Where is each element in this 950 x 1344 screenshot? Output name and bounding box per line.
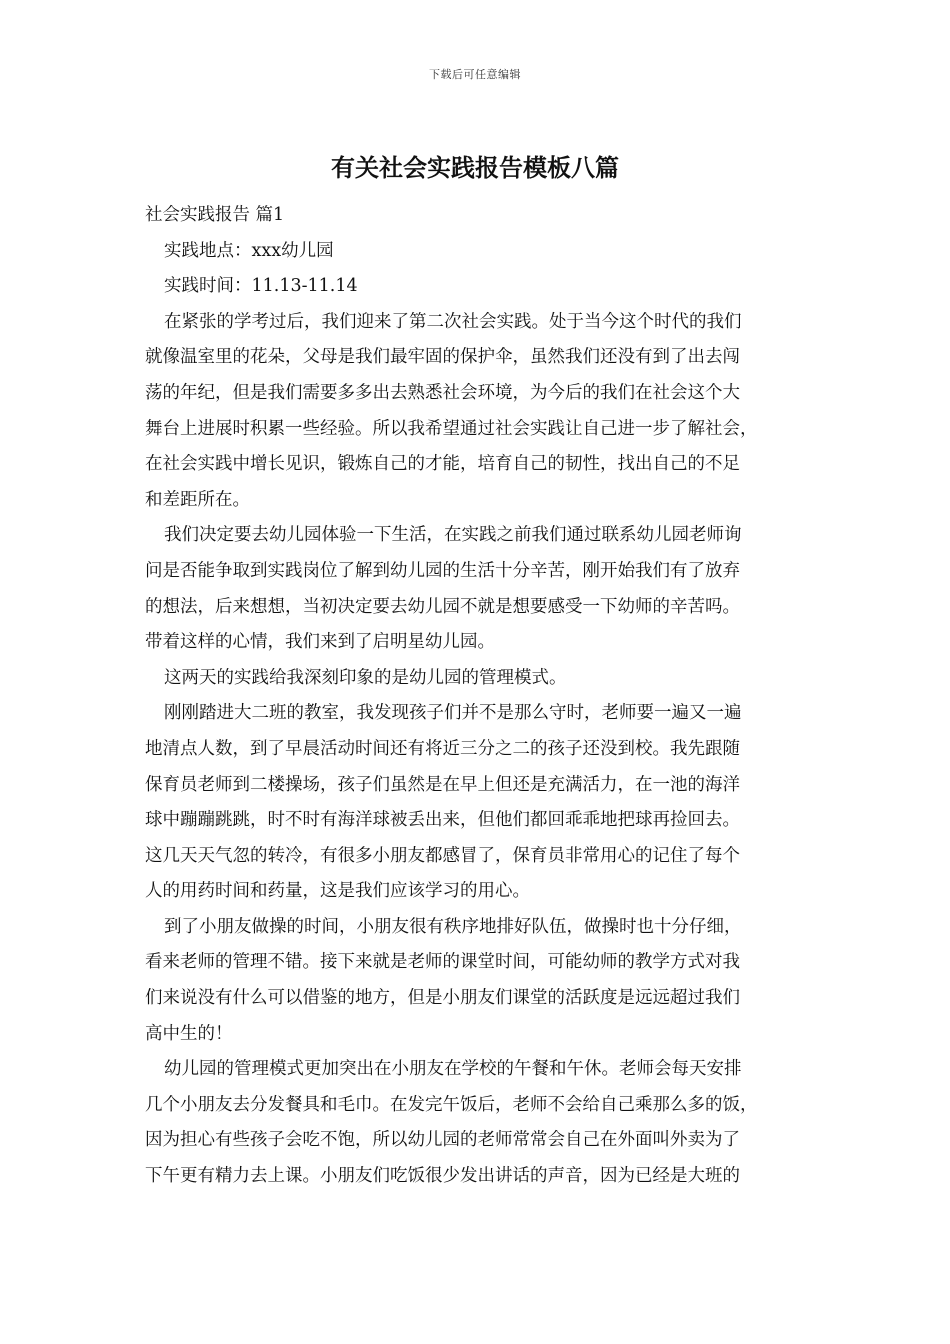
text-line: 球中蹦蹦跳跳，时不时有海洋球被丢出来，但他们都回乖乖地把球再捡回去。 <box>145 810 740 831</box>
text-line: 刚刚踏进大二班的教室，我发现孩子们并不是那么守时，老师要一遍又一遍 <box>164 703 742 724</box>
text-line: 保育员老师到二楼操场，孩子们虽然是在早上但还是充满活力，在一池的海洋 <box>145 774 740 795</box>
header-note: 下载后可任意编辑 <box>429 68 521 81</box>
text-line: 和差距所在。 <box>145 489 250 510</box>
text-line: 到了小朋友做操的时间，小朋友很有秩序地排好队伍，做操时也十分仔细， <box>164 916 742 937</box>
text-line: 带着这样的心情，我们来到了启明星幼儿园。 <box>145 632 495 653</box>
text-line: 就像温室里的花朵，父母是我们最牢固的保护伞，虽然我们还没有到了出去闯 <box>145 347 740 368</box>
text-line: 地清点人数，到了早晨活动时间还有将近三分之二的孩子还没到校。我先跟随 <box>145 738 740 759</box>
text-line: 实践时间：11.13-11.14 <box>164 276 358 297</box>
document-body <box>145 198 810 1195</box>
text-line: 的想法，后来想想，当初决定要去幼儿园不就是想要感受一下幼师的辛苦吗。 <box>145 596 740 617</box>
text-line: 因为担心有些孩子会吃不饱，所以幼儿园的老师常常会自己在外面叫外卖为了 <box>145 1130 740 1151</box>
text-line: 荡的年纪，但是我们需要多多出去熟悉社会环境，为今后的我们在社会这个大 <box>145 382 740 403</box>
text-line: 这几天天气忽的转冷，有很多小朋友都感冒了，保育员非常用心的记住了每个 <box>145 845 740 866</box>
text-line: 幼儿园的管理模式更加突出在小朋友在学校的午餐和午休。老师会每天安排 <box>164 1059 742 1080</box>
text-line: 人的用药时间和药量，这是我们应该学习的用心。 <box>145 881 530 902</box>
text-line: 们来说没有什么可以借鉴的地方，但是小朋友们课堂的活跃度是远远超过我们 <box>145 988 740 1009</box>
text-line: 舞台上进展时积累一些经验。所以我希望通过社会实践让自己进一步了解社会， <box>145 418 758 439</box>
text-line: 问是否能争取到实践岗位了解到幼儿园的生活十分辛苦，刚开始我们有了放弃 <box>145 560 740 581</box>
text-line: 在紧张的学考过后，我们迎来了第二次社会实践。处于当今这个时代的我们 <box>164 311 742 332</box>
text-line: 这两天的实践给我深刻印象的是幼儿园的管理模式。 <box>164 667 567 688</box>
text-line: 在社会实践中增长见识，锻炼自己的才能，培育自己的韧性，找出自己的不足 <box>145 454 740 475</box>
text-line: 高中生的！ <box>145 1023 233 1044</box>
text-line: 实践地点：xxx幼儿园 <box>164 240 334 261</box>
text-line: 几个小朋友去分发餐具和毛巾。在发完午饭后，老师不会给自己乘那么多的饭， <box>145 1094 758 1115</box>
text-line: 下午更有精力去上课。小朋友们吃饭很少发出讲话的声音，因为已经是大班的 <box>145 1166 740 1187</box>
document-title: 有关社会实践报告模板八篇 <box>331 153 619 182</box>
text-line: 社会实践报告 篇1 <box>145 205 285 225</box>
text-line: 看来老师的管理不错。接下来就是老师的课堂时间，可能幼师的教学方式对我 <box>145 952 740 973</box>
text-line: 我们决定要去幼儿园体验一下生活，在实践之前我们通过联系幼儿园老师询 <box>164 525 742 546</box>
